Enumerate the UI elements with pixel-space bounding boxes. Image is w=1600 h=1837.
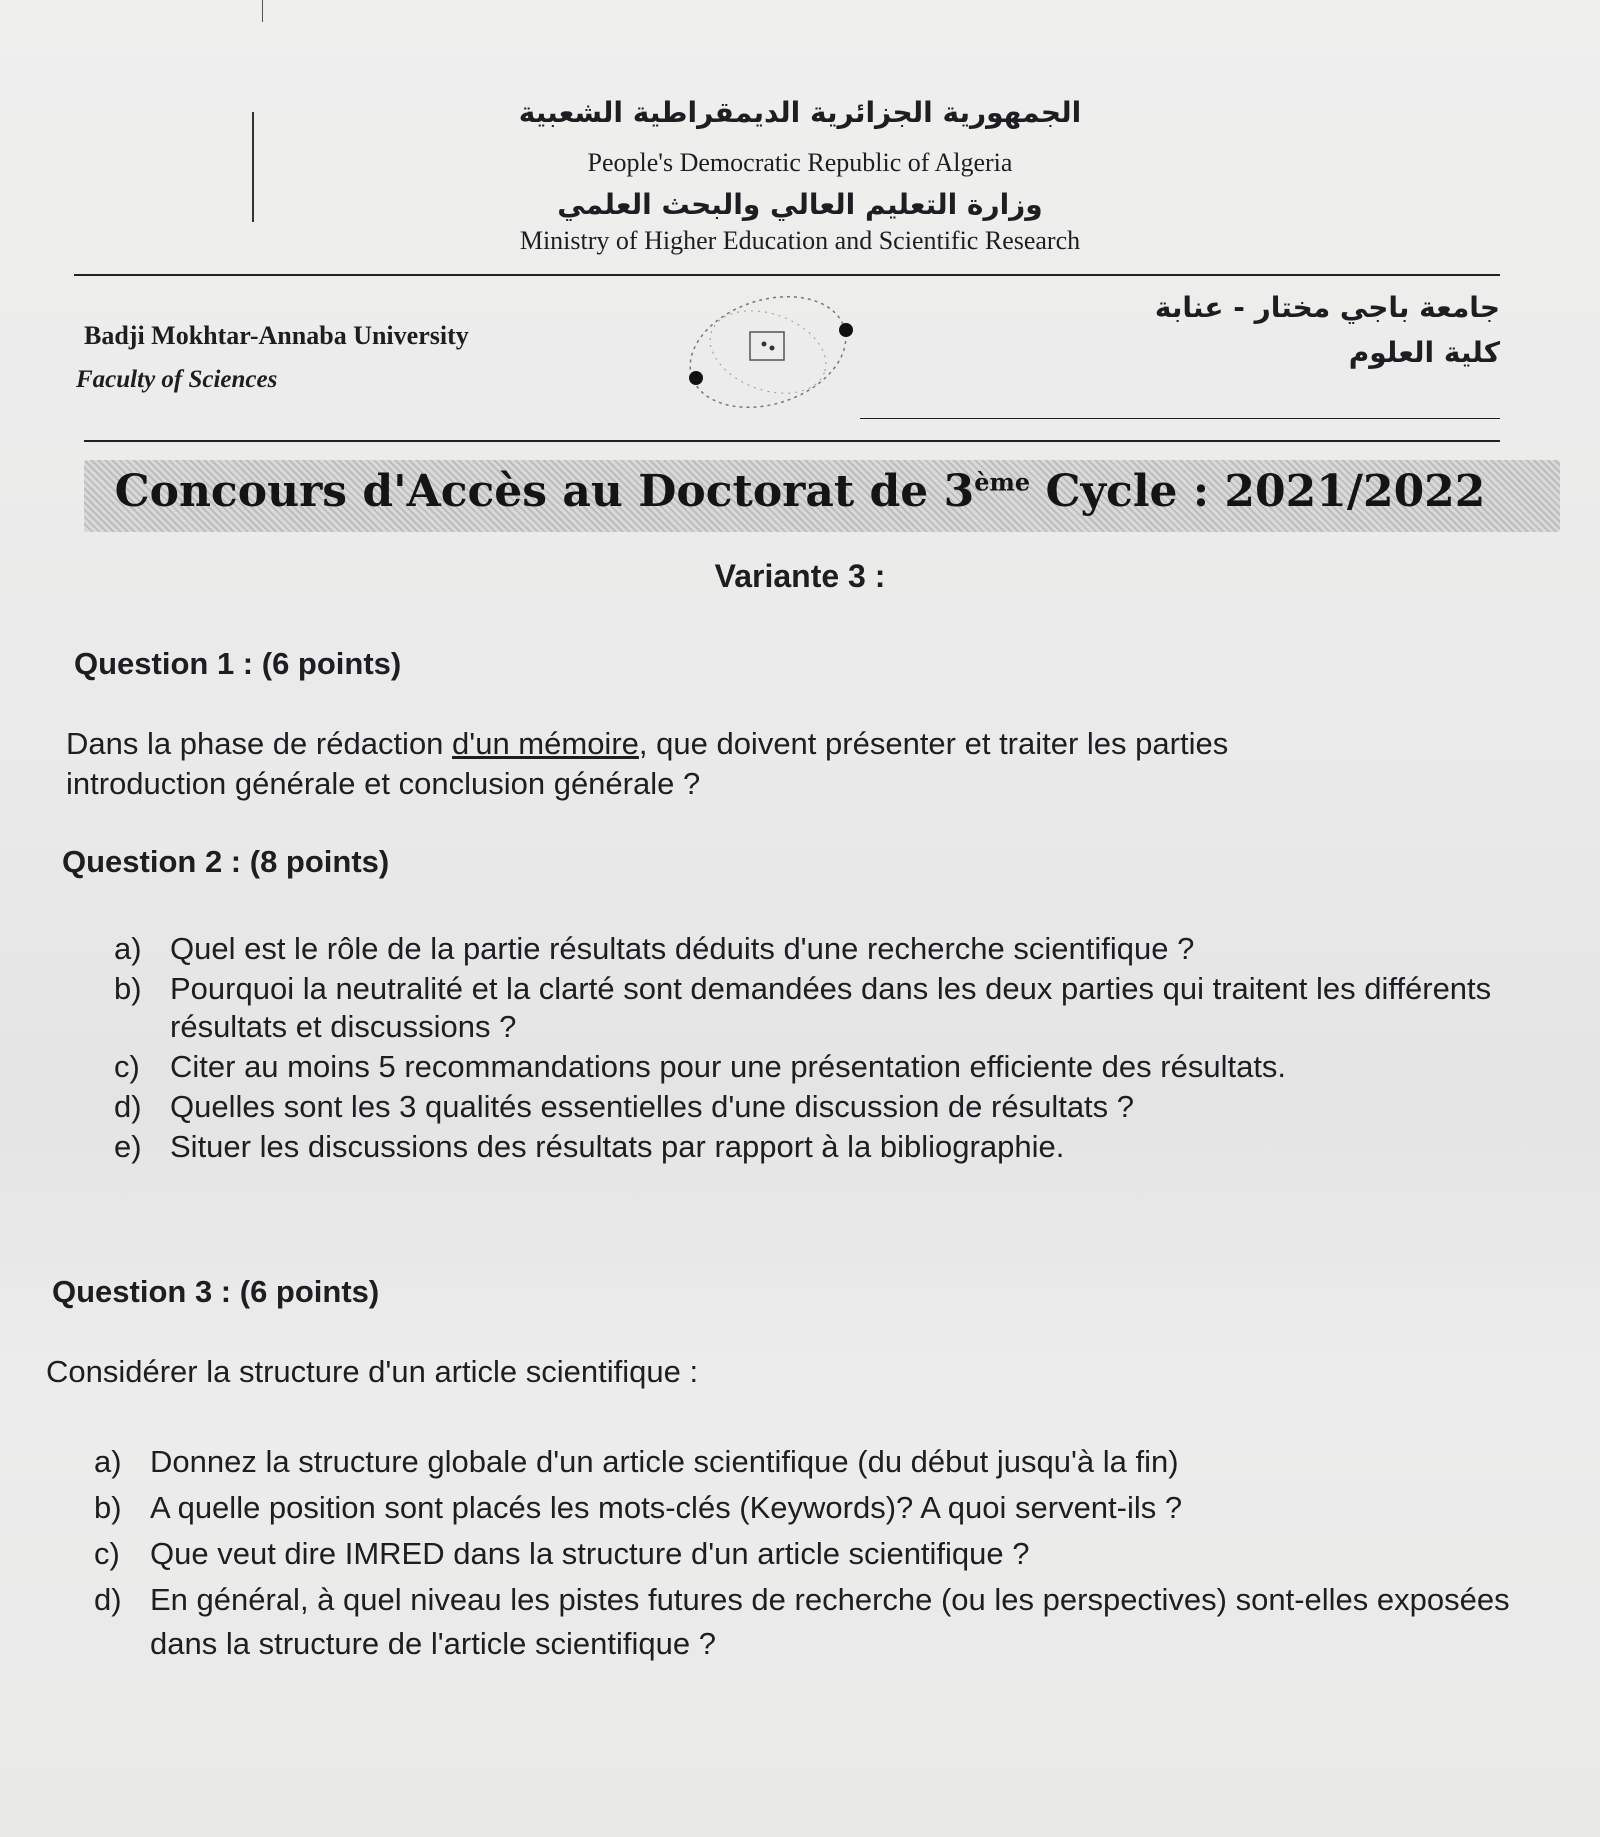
item-label: d) — [94, 1582, 122, 1617]
item-label: d) — [114, 1089, 142, 1124]
list-item — [94, 1532, 1514, 1576]
item-text: A quelle position sont placés les mots-clés (Keywords)? A quoi servent-ils ? — [150, 1490, 1183, 1525]
list-item — [94, 1578, 1514, 1666]
question-1-text-part: Dans la phase de rédaction — [66, 726, 453, 761]
item-text: En général, à quel niveau les pistes futures de recherche (ou les perspectives) sont-elles exposées dans la structure de l'article scientifique ? — [150, 1582, 1510, 1661]
item-label: a) — [94, 1444, 122, 1479]
exam-title-superscript: ème — [974, 467, 1031, 497]
item-text: Situer les discussions des résultats par rapport à la bibliographie. — [170, 1129, 1065, 1164]
faculty-name-arabic: كلية العلوم — [1348, 336, 1500, 369]
item-label: b) — [94, 1490, 122, 1525]
question-1-text-part: , que doivent présenter et traiter les parties — [638, 726, 1229, 761]
exam-title-suffix: Cycle : 2021/2022 — [1030, 466, 1486, 517]
list-item — [114, 930, 1494, 968]
list-item — [94, 1486, 1514, 1530]
margin-tick — [262, 0, 263, 22]
item-label: c) — [114, 1049, 140, 1084]
list-item — [114, 1128, 1494, 1166]
question-2-title: Question 2 : (8 points) — [62, 844, 390, 879]
variant-label: Variante 3 : — [714, 558, 886, 594]
list-item — [94, 1440, 1514, 1484]
question-3-title: Question 3 : (6 points) — [52, 1274, 380, 1309]
question-3-intro: Considérer la structure d'un article scientifique : — [46, 1354, 699, 1389]
item-text: Donnez la structure globale d'un article scientifique (du début jusqu'à la fin) — [150, 1444, 1179, 1479]
ministry-title-english: Ministry of Higher Education and Scientific Research — [519, 226, 1081, 255]
republic-title-english: People's Democratic Republic of Algeria — [587, 148, 1013, 177]
item-text: Pourquoi la neutralité et la clarté sont demandées dans les deux parties qui traitent les différents résultats et discussions ? — [170, 971, 1492, 1044]
item-text: Que veut dire IMRED dans la structure d'un article scientifique ? — [150, 1536, 1030, 1571]
header-divider-bottom — [84, 440, 1500, 442]
ministry-title-arabic: وزارة التعليم العالي والبحث العلمي — [557, 188, 1043, 221]
exam-title-prefix: Concours d'Accès au Doctorat de 3 — [114, 466, 975, 517]
item-label: a) — [114, 931, 142, 966]
item-text: Quelles sont les 3 qualités essentielles d'une discussion de résultats ? — [170, 1089, 1135, 1124]
list-item — [114, 1048, 1494, 1086]
question-1-underlined-term: d'un mémoire — [452, 726, 639, 761]
university-name-arabic: جامعة باجي مختار - عنابة — [1154, 291, 1500, 324]
item-label: c) — [94, 1536, 120, 1571]
item-text: Citer au moins 5 recommandations pour une présentation efficiente des résultats. — [170, 1049, 1287, 1084]
republic-title-arabic: الجمهورية الجزائرية الديمقراطية الشعبية — [518, 96, 1082, 129]
item-label: e) — [114, 1129, 142, 1164]
university-name-english: Badji Mokhtar-Annaba University — [84, 321, 469, 350]
item-label: b) — [114, 971, 142, 1006]
question-1-text-line2: introduction générale et conclusion générale ? — [66, 766, 701, 801]
list-item — [114, 970, 1494, 1046]
header-divider-right — [860, 418, 1500, 419]
exam-title — [0, 466, 1600, 517]
question-2-list — [114, 930, 1494, 1168]
list-item — [114, 1088, 1494, 1126]
question-1-text — [66, 724, 1526, 804]
item-text: Quel est le rôle de la partie résultats déduits d'une recherche scientifique ? — [170, 931, 1195, 966]
question-1-title: Question 1 : (6 points) — [74, 646, 402, 681]
faculty-name-english: Faculty of Sciences — [76, 366, 278, 393]
question-3-list — [94, 1440, 1514, 1668]
university-logo-icon — [672, 276, 862, 426]
